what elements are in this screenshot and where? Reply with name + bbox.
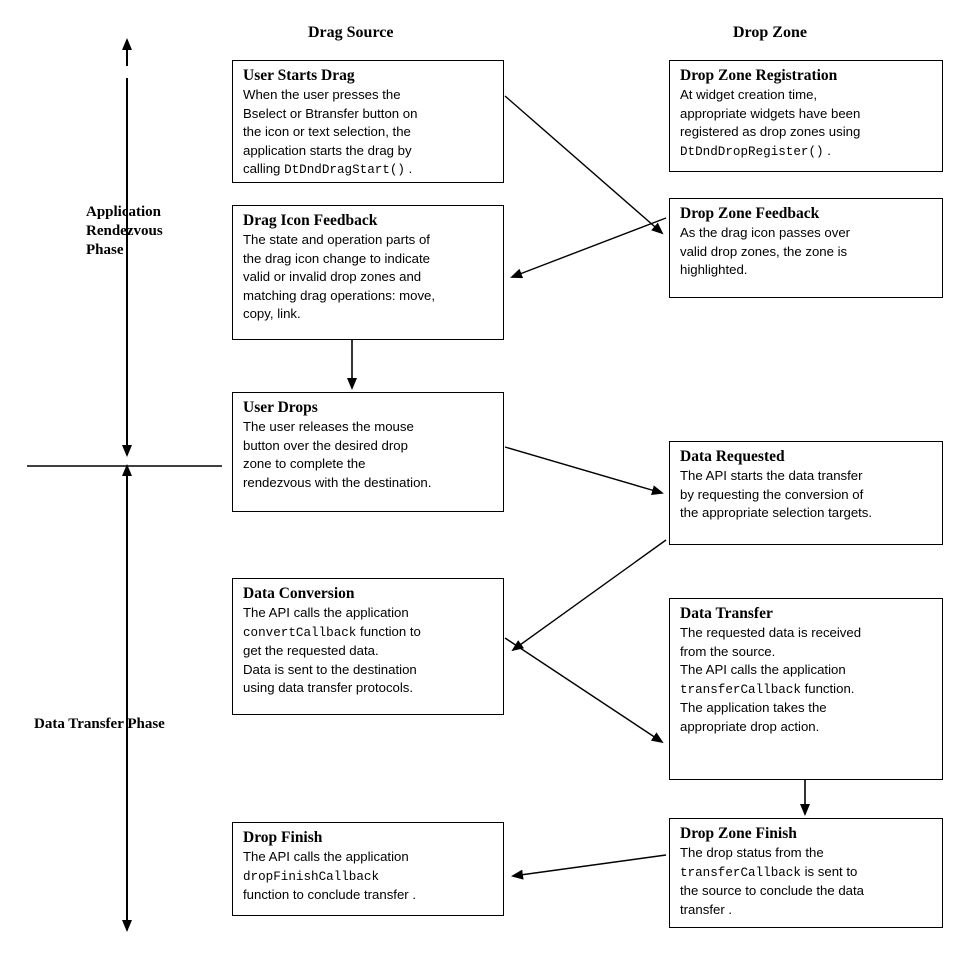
node-title: Drop Zone Registration bbox=[680, 67, 838, 84]
node-user-starts-drag bbox=[232, 60, 504, 183]
node-body: The state and operation parts of the drag icon change to indicate valid or invalid drop zones and matching drag operations: move, copy, link. bbox=[243, 232, 436, 321]
phase-label-data-transfer: Data Transfer Phase bbox=[34, 716, 165, 732]
node-body: The API calls the application convertCallback function to get the requested data. Data is sent to the destination using data transfer protocols. bbox=[243, 605, 421, 695]
node-title: User Starts Drag bbox=[243, 67, 355, 84]
node-user-drops bbox=[232, 392, 504, 512]
node-body: The API calls the application dropFinishCallback function to conclude transfer . bbox=[243, 849, 417, 902]
node-body: At widget creation time, appropriate widgets have been registered as drop zones using DtDndDropRegister() . bbox=[680, 87, 861, 159]
node-title: User Drops bbox=[243, 399, 318, 416]
node-data-requested bbox=[669, 441, 943, 545]
node-drop-zone-finish bbox=[669, 818, 943, 928]
node-drop-zone-registration bbox=[669, 60, 943, 172]
node-title: Drop Finish bbox=[243, 829, 323, 846]
node-drop-zone-feedback bbox=[669, 198, 943, 298]
node-title: Drag Icon Feedback bbox=[243, 212, 378, 229]
column-header-drag-source: Drag Source bbox=[308, 24, 394, 41]
node-title: Data Conversion bbox=[243, 585, 355, 602]
node-title: Drop Zone Finish bbox=[680, 825, 797, 842]
column-header-drop-zone: Drop Zone bbox=[733, 24, 807, 41]
node-body: As the drag icon passes over valid drop zones, the zone is highlighted. bbox=[680, 225, 851, 277]
node-body: The API starts the data transfer by requesting the conversion of the appropriate selection targets. bbox=[680, 468, 873, 520]
node-data-conversion bbox=[232, 578, 504, 715]
node-title: Data Requested bbox=[680, 448, 785, 465]
node-drag-icon-feedback bbox=[232, 205, 504, 340]
node-body: The drop status from the transferCallback is sent to the source to conclude the data transfer . bbox=[680, 845, 865, 917]
node-title: Data Transfer bbox=[680, 605, 773, 622]
node-body: The user releases the mouse button over the desired drop zone to complete the rendezvous with the destination. bbox=[243, 419, 432, 490]
node-data-transfer bbox=[669, 598, 943, 780]
node-body: When the user presses the Bselect or Btransfer button on the icon or text selection, the application starts the drag by calling DtDndDragStart() . bbox=[243, 87, 418, 177]
node-body: The requested data is received from the source. The API calls the application transferCallback function. The application takes the appropriate drop action. bbox=[680, 625, 862, 734]
node-title: Drop Zone Feedback bbox=[680, 205, 820, 222]
node-drop-finish bbox=[232, 822, 504, 916]
phase-label-application-rendezvous: Application Rendezvous Phase bbox=[86, 204, 163, 258]
